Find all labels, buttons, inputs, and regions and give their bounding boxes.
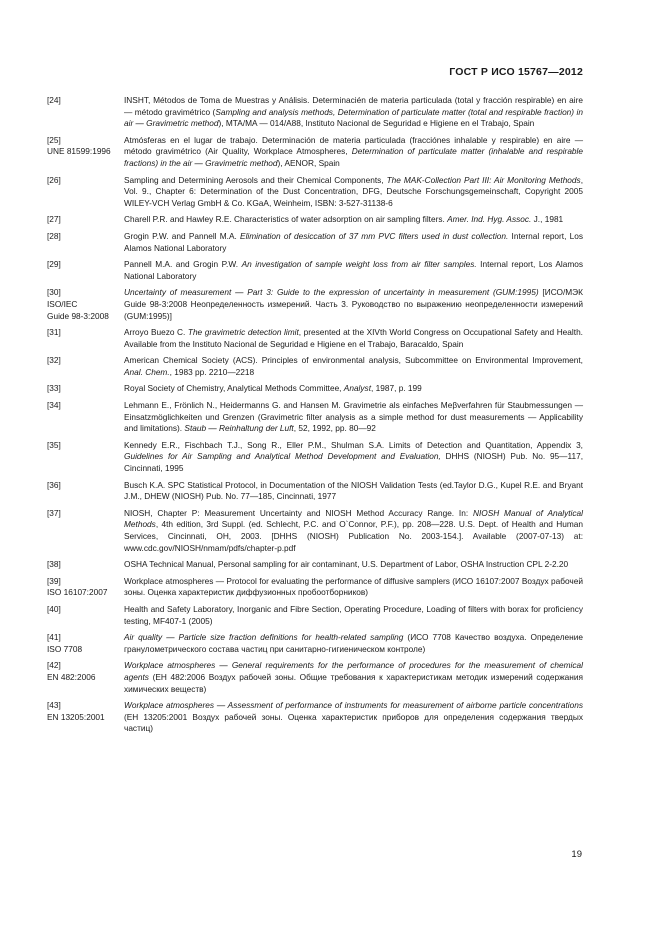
reference-item bbox=[47, 480, 583, 503]
reference-text-segment: , 4th edition, 3rd Suppl. (ed. Schlecht, P.C. and O`Connor, P.F.), pp. 208—228. U.S. Dept. of Health and Human Services, Cincinnati, OH, 2003. [DHHS (NIOSH) Publication No. 2003-154.]. Available (2007-07-13) at: www.cdc.gov/NIOSH/nmam/pdfs/chapter-p.pdf bbox=[124, 519, 583, 553]
reference-text bbox=[124, 259, 583, 282]
reference-text bbox=[124, 632, 583, 655]
reference-number: [29] bbox=[47, 259, 61, 270]
reference-text bbox=[124, 604, 583, 627]
reference-item bbox=[47, 632, 583, 655]
reference-text-segment: (ЕН 482:2006 Воздух рабочей зоны. Общие требования к характеристикам методик измерений содержания химических веществ) bbox=[124, 671, 583, 694]
reference-title-italic: Workplace atmospheres — Assessment of performance of instruments for measurement of airborne particle concentrations bbox=[124, 700, 583, 711]
reference-number: [35] bbox=[47, 439, 61, 450]
reference-text bbox=[124, 327, 583, 350]
reference-text-segment: Kennedy E.R., Fischbach T.J., Song R., Eller P.M., Shulman S.A. Limits of Detection and Quantitation, Appendix 3, bbox=[124, 439, 583, 450]
reference-text bbox=[124, 287, 583, 322]
reference-text-segment: ), MTA/MA — 014/A88, Instituto Nacional de Seguridad e Higiene en el Trabajo, Spain bbox=[218, 118, 535, 129]
reference-text-segment: [ИСО/МЭК Guide 98-3:2008 Неопределенность измерений. Часть 3. Руководство по выражению неопределенности измерений (GUM:1995)] bbox=[124, 287, 583, 321]
reference-item bbox=[47, 604, 583, 627]
reference-text-segment: ), AENOR, Spain bbox=[277, 157, 340, 168]
reference-text-segment: Sampling and Determining Aerosols and their Chemical Components, bbox=[124, 174, 387, 185]
reference-text-segment: Charell P.R. and Hawley R.E. Characteristics of water adsorption on air sampling filters. bbox=[124, 214, 448, 225]
reference-text-segment: Pannell M.A. and Grogin P.W. bbox=[124, 259, 242, 270]
reference-text-segment: (ИСО 7708 Качество воздуха. Определение гранулометрического состава частиц при санитарно-гигиеническом контроле) bbox=[124, 632, 583, 654]
reference-text-segment: Lehmann E., Frönlich N., Heidermanns G. and Hansen M. Gravimetrie als einfaches Meβverfahren für Staubmessungen — Einsatzmöglichkeiten und Grenzen (Gravimetric filter analysis as a simple method for dust measurements — Applicability and limitations). bbox=[124, 400, 583, 434]
reference-item bbox=[47, 660, 583, 695]
reference-item bbox=[47, 231, 583, 254]
reference-number: [25] UNE 81599:1996 bbox=[47, 134, 111, 157]
reference-text bbox=[124, 508, 583, 554]
page-header: ГОСТ Р ИСО 15767—2012 bbox=[449, 66, 583, 78]
reference-item bbox=[47, 327, 583, 350]
reference-number: [32] bbox=[47, 355, 61, 366]
reference-title-italic: Workplace atmospheres — General requirements for the performance of procedures for the measurement of chemical agents bbox=[124, 660, 583, 682]
reference-text-segment: , 52, 1992, pp. 80—92 bbox=[293, 423, 376, 434]
reference-text bbox=[124, 355, 583, 378]
reference-text bbox=[124, 95, 583, 130]
reference-text bbox=[124, 383, 583, 395]
reference-number: [33] bbox=[47, 383, 61, 394]
reference-text-segment: , Vol. 9., Chapter 6: Determination of the Dust Concentration, DFG, Deutsche Forschungsgemeinschaft, Copyright 2005 WILEY-VCH Verlag GmbH & Co. KGaA, Weinheim, ISBN: 3-527-31138-6 bbox=[124, 174, 583, 208]
reference-text-segment: , presented at the XIVth World Congress on Occupational Safety and Health. Available from the Instituto Nacional de Seguridad e Higiene en el Trabajo, Baracaldo, Spain bbox=[124, 327, 583, 349]
reference-text-segment: Internal report, Los Alamos National Laboratory bbox=[124, 230, 584, 253]
reference-item bbox=[47, 383, 583, 395]
reference-number: [24] bbox=[47, 95, 61, 105]
reference-title-italic: Elimination of desiccation of 37 mm PVC filters used in dust collection. bbox=[240, 230, 509, 241]
reference-item bbox=[47, 355, 583, 378]
reference-title-italic: The gravimetric detection limit bbox=[187, 327, 299, 338]
page-number: 19 bbox=[571, 849, 582, 860]
reference-number: [39] ISO 16107:2007 bbox=[47, 575, 108, 598]
reference-text-segment: INSHT, Métodos de Toma de Muestras y Análisis. Determinacién de materia particulada (total y fracción respirable) en aire — método gravimétrico ( bbox=[124, 95, 583, 117]
reference-title-italic: Determination of particulate matter (inhalable and respirable fractions) in the air — Gravimetric method bbox=[124, 146, 584, 168]
reference-title-italic: The MAK-Collection Part III: Air Monitoring Methods bbox=[386, 174, 581, 185]
reference-text bbox=[124, 175, 583, 210]
reference-number: [34] bbox=[47, 400, 61, 411]
reference-number: [31] bbox=[47, 327, 61, 338]
reference-title-italic: Anal. Chem. bbox=[124, 366, 170, 377]
reference-item bbox=[47, 508, 583, 554]
reference-text bbox=[124, 135, 583, 170]
reference-item bbox=[47, 214, 583, 226]
reference-text bbox=[124, 559, 583, 571]
reference-number: [41] ISO 7708 bbox=[47, 632, 83, 654]
reference-text bbox=[124, 231, 583, 254]
reference-text bbox=[124, 480, 583, 503]
reference-title-italic: An investigation of sample weight loss from air filter samples. bbox=[241, 259, 477, 270]
reference-title-italic: NIOSH Manual of Analytical Methods bbox=[124, 507, 583, 530]
reference-title-italic: Uncertainty of measurement — Part 3: Guide to the expression of uncertainty in measurement (GUM:1995) bbox=[124, 287, 539, 298]
reference-text-segment: , 1983 pp. 2210—2218 bbox=[169, 366, 255, 377]
reference-number: [43] EN 13205:2001 bbox=[47, 700, 105, 722]
reference-number: [28] bbox=[47, 230, 61, 241]
reference-text-segment: (ЕН 13205:2001 Воздух рабочей зоны. Оценка характеристик приборов для определения содержания твердых частиц) bbox=[124, 711, 583, 734]
reference-text-segment: Internal report, Los Alamos National Laboratory bbox=[124, 259, 583, 281]
reference-text bbox=[124, 576, 583, 599]
reference-item bbox=[47, 95, 583, 130]
reference-number: [26] bbox=[47, 174, 61, 185]
reference-text-segment: Royal Society of Chemistry, Analytical Methods Committee, bbox=[124, 383, 344, 394]
reference-text bbox=[124, 400, 583, 435]
reference-number: [36] bbox=[47, 479, 61, 490]
reference-item bbox=[47, 400, 583, 435]
reference-number: [27] bbox=[47, 214, 61, 225]
reference-number: [37] bbox=[47, 507, 61, 518]
reference-item bbox=[47, 259, 583, 282]
reference-text-segment: Workplace atmospheres — Protocol for evaluating the performance of diffusive samplers (ИСО 16107:2007 Воздух рабочей зоны. Оценка характеристик диффузионных пробоотборников) bbox=[124, 575, 583, 598]
reference-title-italic: Staub — Reinhaltung der Luft bbox=[184, 423, 294, 434]
reference-item bbox=[47, 287, 583, 322]
reference-item bbox=[47, 700, 583, 735]
reference-text-segment: Atmósferas en el lugar de trabajo. Determinación de materia particulada (fracciónes inhalable y respirable) en aire — método gravimétrico (Air Quality, Workplace Atmospheres, bbox=[124, 134, 583, 157]
reference-text bbox=[124, 660, 583, 695]
reference-list bbox=[47, 95, 583, 740]
reference-text-segment: Health and Safety Laboratory, Inorganic and Fibre Section, Operating Procedure, Loading of filters with borax for proficiency testing, MF407-1 (2005) bbox=[124, 603, 583, 626]
reference-title-italic: Amer. Ind. Hyg. Assoc. bbox=[447, 214, 532, 225]
reference-item bbox=[47, 135, 583, 170]
reference-text bbox=[124, 214, 583, 226]
reference-text-segment: J., 1981 bbox=[531, 214, 564, 225]
reference-title-italic: Analyst bbox=[343, 383, 372, 394]
reference-item bbox=[47, 559, 583, 571]
reference-number: [40] bbox=[47, 603, 61, 614]
reference-text-segment: OSHA Technical Manual, Personal sampling for air contaminant, U.S. Department of Labor, OSHA Instruction CPL 2-2.20 bbox=[124, 559, 569, 570]
reference-text bbox=[124, 700, 583, 735]
reference-text-segment: NIOSH, Chapter P: Measurement Uncertainty and NIOSH Method Accuracy Range. In: bbox=[124, 507, 473, 518]
reference-text-segment: DHHS (NIOSH) Pub. No. 95—117, Cincinnati, 1995 bbox=[124, 451, 583, 474]
reference-number: [42] EN 482:2006 bbox=[47, 660, 96, 682]
reference-text-segment: Grogin P.W. and Pannell M.A. bbox=[124, 230, 241, 241]
reference-item bbox=[47, 440, 583, 475]
reference-title-italic: Air quality — Particle size fraction definitions for health-related sampling bbox=[124, 632, 404, 643]
reference-text bbox=[124, 440, 583, 475]
reference-title-italic: Sampling and analysis methods, Determination of particulate matter (total and respirable fraction) in air — Gravimetric method bbox=[124, 106, 583, 129]
reference-number: [38] bbox=[47, 559, 61, 570]
reference-text-segment: , 1987, p. 199 bbox=[371, 383, 422, 394]
reference-title-italic: Guidelines for Air Sampling and Analytical Method Development and Evaluation, bbox=[124, 451, 441, 462]
reference-text-segment: Busch K.A. SPC Statistical Protocol, in Documentation of the NIOSH Validation Tests (ed.Taylor D.G., Kupel R.E. and Bryant J.M., DHEW (NIOSH) Pub. No. 77—185, Cincinnati, 1977 bbox=[124, 479, 583, 502]
reference-item bbox=[47, 576, 583, 599]
reference-item bbox=[47, 175, 583, 210]
reference-number: [30] ISO/IEC Guide 98-3:2008 bbox=[47, 287, 109, 321]
reference-text-segment: American Chemical Society (ACS). Principles of environmental analysis, Subcommittee on Environmental Improvement, bbox=[124, 355, 583, 366]
reference-text-segment: Arroyo Buezo C. bbox=[124, 327, 188, 338]
